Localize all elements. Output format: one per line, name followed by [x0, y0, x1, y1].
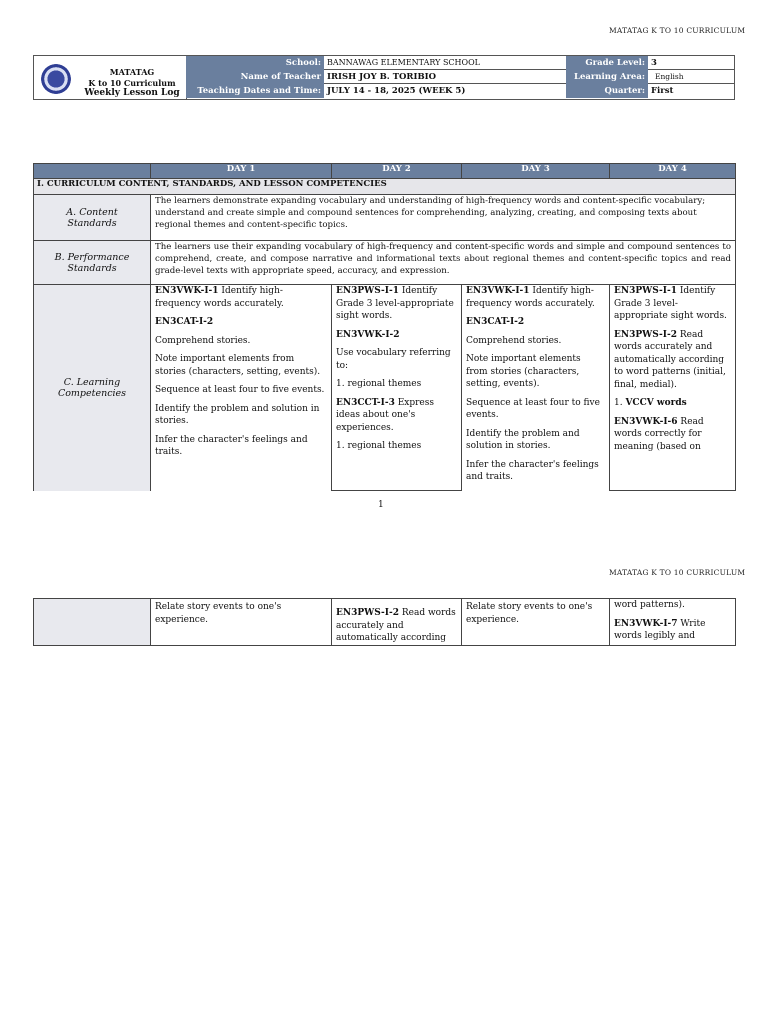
- competency-code: EN3CCT-I-3: [336, 397, 395, 408]
- competency-item: Sequence at least four to five events.: [466, 397, 600, 420]
- area-label: Learning Area:: [566, 70, 648, 84]
- label-line: A. Content: [66, 206, 118, 218]
- competency-text: Identify Grade 3 level-appropriate sight words.: [336, 286, 454, 321]
- competency-item: Identify the problem and solution in stories.: [155, 403, 320, 426]
- day3-competencies: [462, 285, 610, 491]
- competency-text: Write words legibly and: [614, 618, 706, 641]
- logo-line3: Weekly Lesson Log: [84, 88, 180, 98]
- competency-item: Infer the character's feelings and traits.: [466, 459, 599, 482]
- competency-text: Identify high-frequency words accurately.: [155, 286, 284, 309]
- competency-item: 1. regional themes: [336, 379, 422, 389]
- competency-item: 1. regional themes: [336, 441, 422, 451]
- header-info-box: [33, 55, 735, 100]
- competency-item: Note important elements from stories (characters, setting, events).: [155, 354, 321, 377]
- lesson-log-table: [33, 163, 736, 491]
- competency-code: EN3VWK-I-6: [614, 416, 678, 427]
- performance-standards-label: [34, 241, 151, 285]
- competency-item: word patterns).: [614, 600, 685, 610]
- day-header-2: DAY 2: [332, 164, 462, 179]
- page-number: 1: [378, 500, 384, 510]
- label-line: Competencies: [57, 387, 127, 399]
- competency-code: EN3PWS-I-1: [614, 286, 677, 296]
- list-number: 1.: [614, 398, 626, 408]
- competency-code: EN3CAT-I-2: [466, 317, 525, 327]
- competency-item: Identify the problem and solution in stories.: [466, 428, 580, 451]
- competency-code: EN3PWS-I-1: [336, 286, 399, 296]
- day-header-4: DAY 4: [610, 164, 736, 179]
- teacher-value: IRISH JOY B. TORIBIO: [324, 70, 566, 84]
- school-label: School:: [186, 56, 324, 70]
- section-title: I. CURRICULUM CONTENT, STANDARDS, AND LESSON COMPETENCIES: [34, 179, 736, 195]
- logo-cell: [34, 56, 187, 99]
- day2-continued: [332, 599, 462, 646]
- list-item-bold: VCCV words: [625, 398, 687, 408]
- grade-value: 3: [648, 56, 734, 70]
- corner-cell: [34, 164, 151, 179]
- competency-code: EN3VWK-I-2: [336, 329, 400, 340]
- running-header: MATATAG K TO 10 CURRICULUM: [609, 26, 746, 35]
- label-line: Standards: [67, 217, 117, 229]
- competency-text: Express ideas about one's experiences.: [336, 397, 434, 433]
- teacher-label: Name of Teacher: [186, 70, 324, 84]
- label-line: Standards: [67, 262, 117, 274]
- competency-code: EN3VWK-I-7: [614, 618, 678, 629]
- content-standards-text: The learners demonstrate expanding vocabulary and understanding of high-frequency words and content-specific vocabulary; understand and create simple and compound sentences for comprehending, analyzing, creating, and composing texts about regional themes and content-specific topics.: [151, 195, 736, 241]
- competency-item: Sequence at least four to five events.: [155, 385, 325, 395]
- day-header-1: DAY 1: [151, 164, 332, 179]
- day2-competencies: [332, 285, 462, 491]
- competency-item: Comprehend stories.: [466, 335, 562, 346]
- running-header-page2: MATATAG K TO 10 CURRICULUM: [609, 568, 746, 577]
- competency-text: Read words accurately and automatically according: [336, 608, 456, 643]
- competency-text: Identify Grade 3 level-appropriate sight words.: [614, 286, 727, 321]
- lesson-log-table-continued: [33, 598, 736, 646]
- label-line: C. Learning: [63, 376, 121, 388]
- school-value: BANNAWAG ELEMENTARY SCHOOL: [324, 56, 566, 70]
- competency-item: Use vocabulary referring to:: [336, 348, 451, 371]
- quarter-value: First: [651, 86, 674, 96]
- day4-competencies: [610, 285, 736, 491]
- learning-competencies-label: [34, 285, 151, 491]
- competency-text: Read words accurately and automatically according to word patterns (initial, final, medial).: [614, 329, 726, 390]
- day1-continued: Relate story events to one's experience.: [151, 599, 332, 646]
- day-header-3: DAY 3: [462, 164, 610, 179]
- competency-text: Identify high-frequency words accurately.: [466, 286, 595, 309]
- logo-line2: K to 10 Curriculum: [88, 78, 176, 88]
- logo-line1: MATATAG: [109, 67, 155, 77]
- dates-value: JULY 14 - 18, 2025 (WEEK 5): [327, 86, 466, 96]
- competency-code: EN3CAT-I-2: [155, 317, 214, 327]
- quarter-label: Quarter:: [566, 84, 648, 98]
- area-value: English: [648, 70, 734, 84]
- day1-competencies: [151, 285, 332, 491]
- deped-seal-icon: [41, 64, 71, 94]
- day4-continued: [610, 599, 736, 646]
- competency-item: Comprehend stories.: [155, 335, 251, 346]
- dates-label: Teaching Dates and Time:: [186, 84, 324, 98]
- content-standards-label: [34, 195, 151, 241]
- grade-label: Grade Level:: [566, 56, 648, 70]
- competency-item: Note important elements from stories (characters, setting, events).: [466, 354, 581, 389]
- competency-code: EN3PWS-I-2: [336, 608, 399, 618]
- label-line: B. Performance: [54, 251, 130, 263]
- competency-code: EN3VWK-I-1: [155, 286, 219, 296]
- continued-label-cell: [34, 599, 151, 646]
- competency-text: Read words correctly for meaning (based on: [614, 416, 704, 452]
- competency-code: EN3VWK-I-1: [466, 286, 530, 296]
- competency-item: Infer the character's feelings and traits.: [155, 434, 308, 457]
- performance-standards-text: The learners use their expanding vocabulary of high-frequency and content-specific words and simple and compound sentences to comprehend, create, and compose narrative and informational texts about regional themes and content-specific topics and read grade-level texts with appropriate speed, accuracy, and expression.: [151, 241, 736, 285]
- day3-continued: Relate story events to one's experience.: [462, 599, 610, 646]
- competency-code: EN3PWS-I-2: [614, 329, 677, 340]
